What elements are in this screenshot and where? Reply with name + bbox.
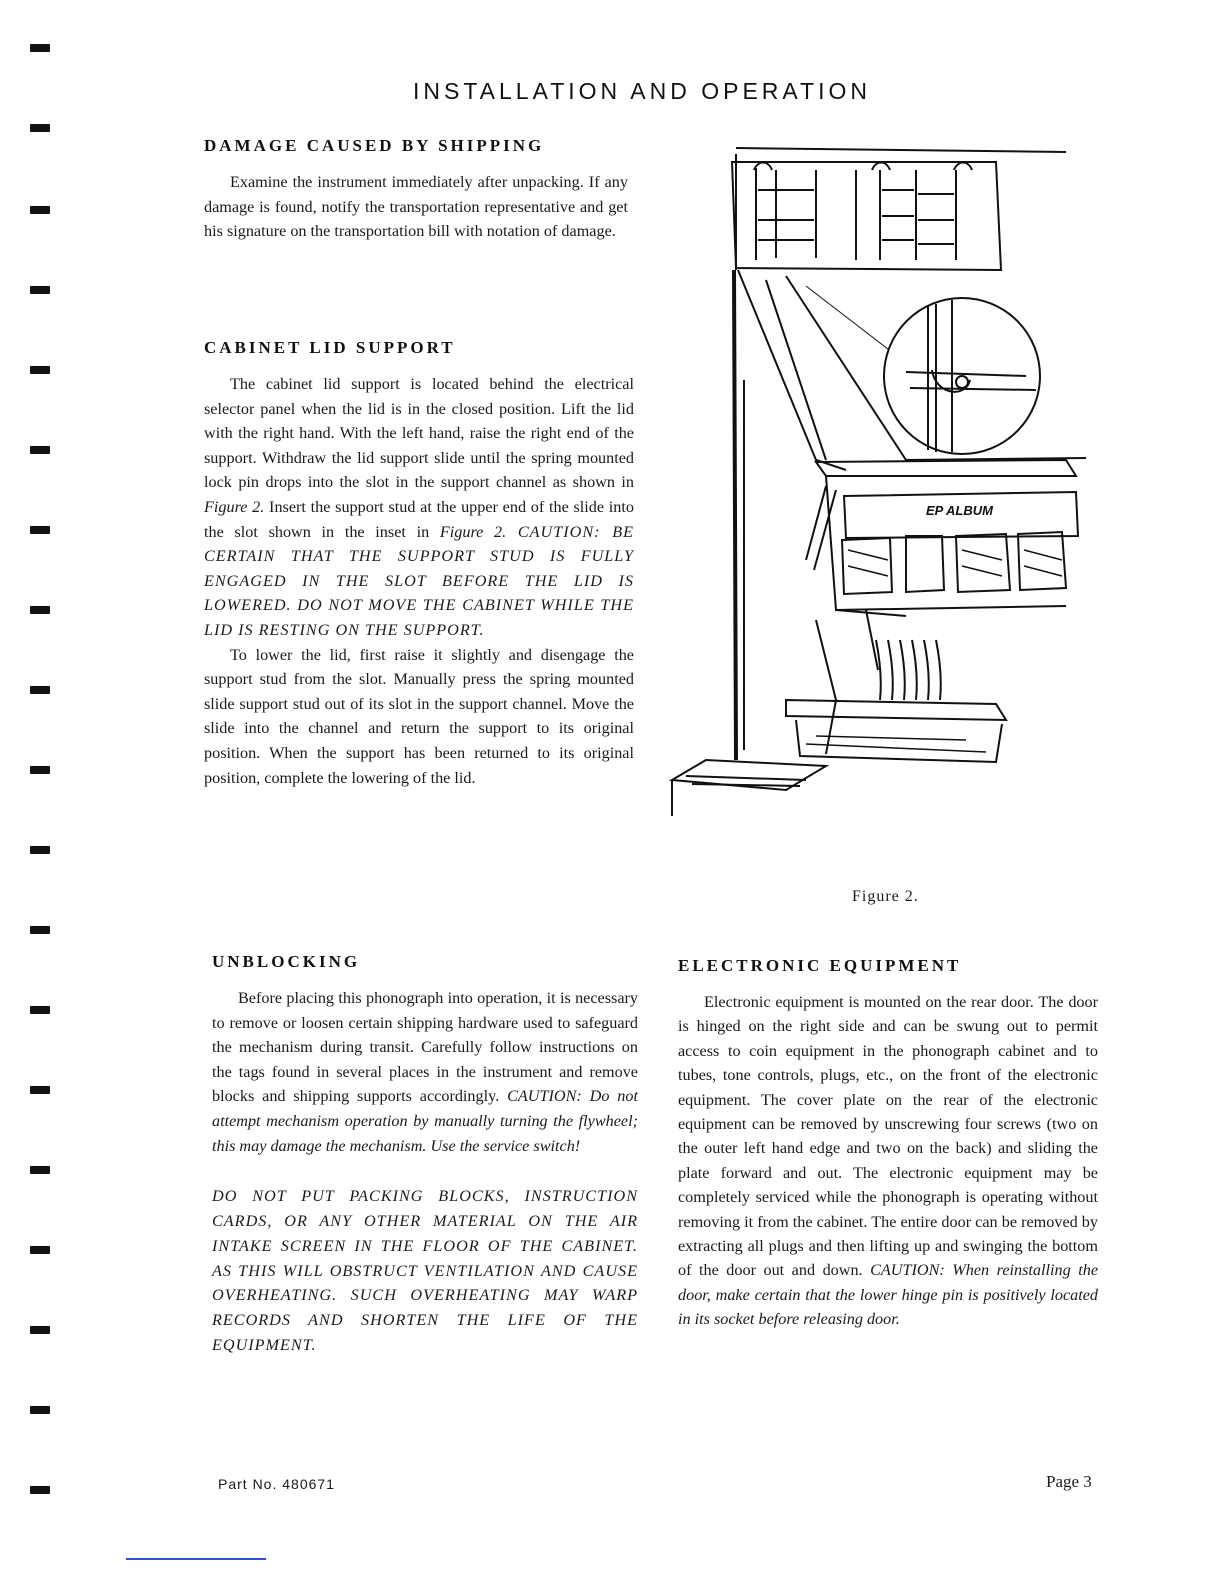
lid-body-1-text: The cabinet lid support is located behind the electrical selector panel when the lid is in the closed position. Lift the lid with the right hand. With the left hand, raise the right end of the support. Withdraw the lid support slide until the spring mounted lock pin drops into the slot in the support channel as shown in [204,375,634,492]
binder-mark [30,124,50,132]
unblocking-section [212,952,638,1358]
electronic-caution: CAUTION: When reinstalling the door, make certain that the lower hinge pin is positively located in its socket before releasing door. [678,1261,1099,1329]
binder-mark [30,526,50,534]
footer-rule [126,1558,266,1560]
lid-caution: CAUTION: BE CERTAIN THAT THE SUPPORT STUD IS FULLY ENGAGED IN THE SLOT BEFORE THE LID IS LOWERED. DO NOT MOVE THE CABINET WHILE THE LID IS RESTING ON THE SUPPORT. [204,522,634,639]
binder-mark [30,44,50,52]
unblocking-warning: DO NOT PUT PACKING BLOCKS, INSTRUCTION CARDS, OR ANY OTHER MATERIAL ON THE AIR INTAKE SCREEN IN THE FLOOR OF THE CABINET. AS THIS WILL OBSTRUCT VENTILATION AND CAUSE OVERHEATING. SUCH OVERHEATING MAY WARP RECORDS AND SHORTEN THE LIFE OF THE EQUIPMENT. [212,1187,638,1354]
lid-heading: CABINET LID SUPPORT [204,338,456,357]
binder-mark [30,286,50,294]
page-title: INSTALLATION AND OPERATION [412,78,871,104]
damage-body: Examine the instrument immediately after unpacking. If any damage is found, notify the transportation representative and get his signature on the transportation bill with notation of damage. [204,173,628,241]
electronic-body [678,990,1098,1332]
binder-mark [30,926,50,934]
electronic-body-text: Electronic equipment is mounted on the rear door. The door is hinged on the right side and can be swung out to permit access to coin equipment in the phonograph cabinet and to tubes, tone controls, plugs, etc., on the front of the electronic equipment. The cover plate on the rear of the electronic equipment can be removed by unscrewing four screws (two on the outer left hand edge and two on the back) and sliding the plate forward and out. The electronic equipment may be completely serviced while the phonograph is operating without removing it from the cabinet. The entire door can be removed by extracting all plugs and then lifting up and swinging the bottom of the door out and down. [678,993,1098,1280]
binder-mark [30,686,50,694]
lid-section [204,338,634,790]
binder-mark [30,1086,50,1094]
lid-body-1 [204,372,634,643]
unblocking-body [212,986,638,1158]
figure-caption: Figure 2. [852,888,919,905]
binder-mark [30,1166,50,1174]
binder-mark [30,446,50,454]
figure-ref-1: Figure 2. [204,497,265,516]
lid-body-1-mid: Insert the support stud at the upper end of the slide into the slot shown in the inset in [204,497,634,541]
figure-2-illustration [666,140,1086,830]
electronic-section [678,956,1098,1332]
binder-mark [30,1406,50,1414]
unblocking-caution: CAUTION: Do not attempt mechanism operation by manually turning the flywheel; this may damage the mechanism. Use the service switch! [212,1087,638,1155]
binder-mark [30,766,50,774]
electronic-heading: ELECTRONIC EQUIPMENT [678,956,962,975]
binder-mark [30,606,50,614]
binder-mark [30,1006,50,1014]
binder-mark [30,846,50,854]
damage-section [204,136,628,244]
figure-ref-2: Figure 2. [439,522,507,541]
figure-panel-label: EP ALBUM [926,503,993,518]
binder-mark [30,1246,50,1254]
lid-body-2: To lower the lid, first raise it slightly and disengage the support stud from the slot. Manually press the spring mounted slide support stud out of its slot in the support channel. Move the slide into the channel and return the support to its original position. When the support has been returned to its original position, complete the lowering of the lid. [204,645,634,787]
binder-mark [30,206,50,214]
damage-heading: DAMAGE CAUSED BY SHIPPING [204,136,545,155]
unblocking-body-text: Before placing this phonograph into operation, it is necessary to remove or loosen certain shipping hardware used to safeguard the mechanism during transit. Carefully follow instructions on the tags found in several places in the instrument and remove blocks and shipping supports accordingly. [212,989,638,1106]
binder-mark [30,1486,50,1494]
unblocking-heading: UNBLOCKING [212,952,361,971]
binder-mark [30,1326,50,1334]
page-number: Page 3 [1046,1472,1092,1491]
binder-mark [30,366,50,374]
part-number: Part No. 480671 [218,1476,335,1492]
